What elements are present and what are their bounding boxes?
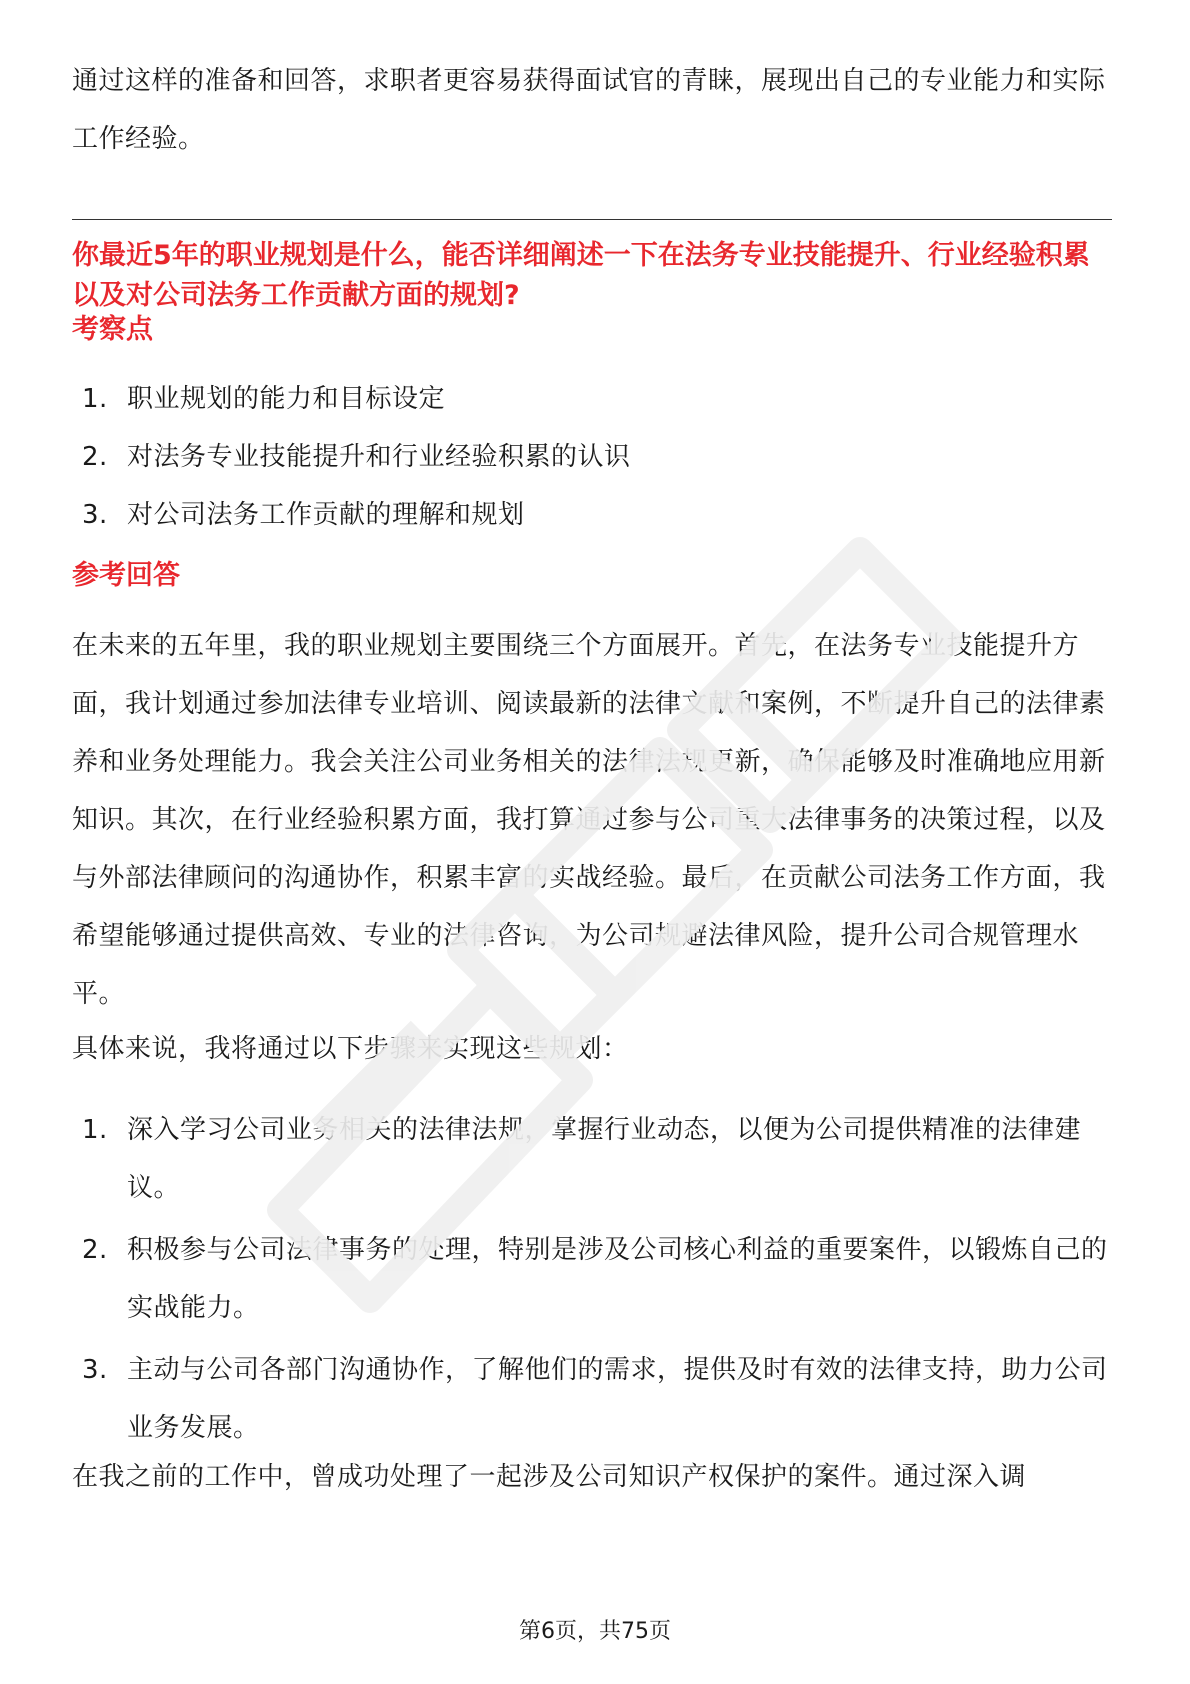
list-item: [72, 1101, 1112, 1217]
answer-paragraph-3: 在我之前的工作中，曾成功处理了一起涉及公司知识产权保护的案件。通过深入调: [72, 1462, 1027, 1492]
steps-list: [72, 1101, 1112, 1457]
list-text: 对法务专业技能提升和行业经验积累的认识: [127, 442, 631, 472]
question-heading: 你最近5年的职业规划是什么，能否详细阐述一下在法务专业技能提升、行业经验积累以及对公司法务工作贡献方面的规划?: [72, 240, 1090, 311]
list-text: 积极参与公司法律事务的处理，特别是涉及公司核心利益的重要案件，以锻炼自己的实战能力。: [127, 1235, 1108, 1323]
list-text: 深入学习公司业务相关的法律法规，掌握行业动态，以便为公司提供精准的法律建议。: [127, 1115, 1082, 1203]
intro-paragraph: 通过这样的准备和回答，求职者更容易获得面试官的青睐，展现出自己的专业能力和实际工作经验。: [72, 66, 1106, 154]
list-text: 对公司法务工作贡献的理解和规划: [127, 500, 525, 530]
assessment-title: 考察点: [72, 314, 153, 345]
list-number: 3.: [82, 500, 108, 530]
answer-title: 参考回答: [72, 560, 180, 591]
list-number: 3.: [82, 1355, 108, 1385]
list-item: [72, 489, 1112, 541]
list-number: 1.: [82, 384, 108, 414]
list-item: [72, 1221, 1112, 1337]
list-text: 职业规划的能力和目标设定: [127, 384, 446, 414]
list-number: 2.: [82, 1235, 108, 1265]
answer-paragraph-2: 具体来说，我将通过以下步骤来实现这些规划：: [72, 1034, 629, 1064]
list-item: [72, 373, 1112, 425]
list-number: 1.: [82, 1115, 108, 1145]
page-footer: 第6页，共75页: [519, 1619, 671, 1644]
section-divider: [72, 219, 1112, 220]
list-item: [72, 431, 1112, 483]
list-number: 2.: [82, 442, 108, 472]
list-text: 主动与公司各部门沟通协作，了解他们的需求，提供及时有效的法律支持，助力公司业务发展。: [127, 1355, 1108, 1443]
assessment-list: [72, 373, 1112, 547]
list-item: [72, 1341, 1112, 1457]
answer-paragraph-1: 在未来的五年里，我的职业规划主要围绕三个方面展开。首先，在法务专业技能提升方面，我计划通过参加法律专业培训、阅读最新的法律文献和案例，不断提升自己的法律素养和业务处理能力。我会关注公司业务相关的法律法规更新，确保能够及时准确地应用新知识。其次，在行业经验积累方面，我打算通过参与公司重大法律事务的决策过程，以及与外部法律顾问的沟通协作，积累丰富的实战经验。最后，在贡献公司法务工作方面，我希望能够通过提供高效、专业的法律咨询，为公司规避法律风险，提升公司合规管理水平。: [72, 631, 1106, 1009]
